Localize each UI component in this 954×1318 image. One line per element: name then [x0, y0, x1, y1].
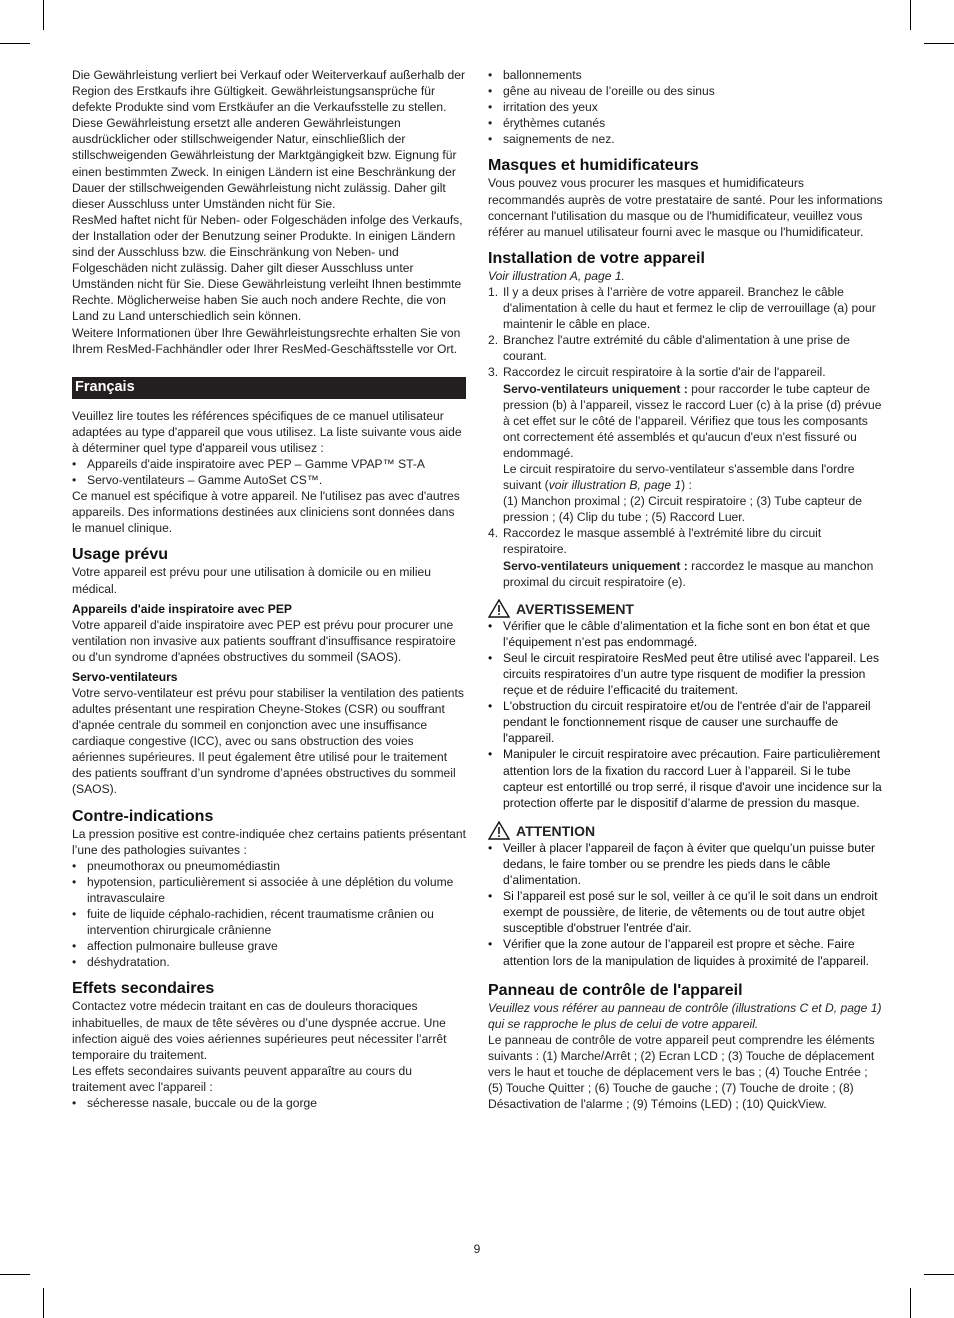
list-item: • affection pulmonaire bulleuse grave	[72, 938, 466, 954]
crop-mark	[0, 43, 30, 44]
section-title-contre: Contre-indications	[72, 807, 214, 825]
contre-text: La pression positive est contre-indiquée chez certains patients présentant l’une des pathologies suivantes :	[72, 826, 466, 857]
right-column	[488, 67, 883, 1112]
list-item: • L'obstruction du circuit respiratoire et/ou de l'entrée d'air de l'appareil pendant le fonctionnement risque de causer une surchauffe de l'appareil.	[488, 698, 883, 746]
step-number: 2.	[488, 333, 499, 348]
subsection-title: Servo-ventilateurs	[72, 669, 178, 684]
step-text-part: ) :	[681, 478, 692, 493]
step-text	[503, 461, 883, 493]
effets-text-1: Contactez votre médecin traitant en cas de douleurs thoraciques inhabituelles, de maux de tête sévères ou d’une dyspnée accrue. Une infection aiguë des voies aériennes supérieures peut nécessiter l’arrêt temporaire du traitement.	[72, 999, 447, 1062]
usage-text: Votre appareil est prévu pour une utilisation à domicile ou en milieu médical.	[72, 565, 431, 596]
usage-sub2-text: Votre servo-ventilateur est prévu pour stabiliser la ventilation des patients adultes présentant une respiration Cheyne-Stokes (CSR) ou souffrant d'apnée centrale du sommeil en conjonction avec une insuffisance cardiaque congestive (ICC), avec ou sans obstruction des voies aériennes supérieures. Il peut également être utilisé pour le traitement des patients souffrant d’un syndrome d’apnées obstructives du sommeil (SAOS).	[72, 685, 464, 797]
crop-mark	[43, 1288, 44, 1318]
crop-mark	[910, 0, 911, 30]
list-item: • ballonnements	[488, 67, 883, 83]
list-item	[488, 284, 883, 332]
list-item: • sécheresse nasale, buccale ou de la gorge	[72, 1095, 466, 1111]
step-text: Raccordez le masque assemblé à l'extrémité libre du circuit respiratoire.	[503, 526, 822, 557]
step-text: Il y a deux prises à l’arrière de votre appareil. Branchez le câble d'alimentation à celle du haut et fermez le clip de verrouillage (a) pour maintenir le câble en place.	[503, 284, 876, 332]
installation-steps	[488, 284, 883, 590]
list-item: • Vérifier que le câble d’alimentation et la fiche sont en bon état et que l’équipement n’est pas endommagé.	[488, 618, 883, 650]
device-type-list	[72, 456, 466, 488]
caution-list	[488, 840, 883, 969]
installation-see: Voir illustration A, page 1.	[488, 268, 625, 283]
illustration-ref: voir illustration B, page 1	[548, 478, 682, 493]
list-item: • Manipuler le circuit respiratoire avec précaution. Faire particulièrement attention lors de la fixation du raccord Luer à l’appareil. Si le tube capteur est entortillé ou trop serré, il risque d'avoir une incidence sur la protection offerte par le dispositif d’alarme de pression du masque.	[488, 746, 883, 810]
crop-mark	[0, 1274, 30, 1275]
german-paragraph: Weitere Informationen über Ihre Gewährleistungsrechte erhalten Sie von Ihrem ResMed-Fachhändler oder Ihrer ResMed-Geschäftsstelle vor Ort.	[72, 325, 461, 356]
list-item: • Si l’appareil est posé sur le sol, veiller à ce qu’il le soit dans un endroit exempt de poussière, de literie, de vêtements ou de tout autre objet susceptible d'obstruer l'entrée d'air.	[488, 888, 883, 936]
warning-title: AVERTISSEMENT	[516, 600, 634, 617]
contre-list	[72, 858, 466, 971]
subsection-title: Appareils d'aide inspiratoire avec PEP	[72, 601, 292, 616]
crop-mark	[924, 43, 954, 44]
list-item: • saignements de nez.	[488, 131, 883, 147]
caution-title: ATTENTION	[516, 822, 596, 839]
step-text: Raccordez le circuit respiratoire à la sortie d'air de l'appareil.	[503, 365, 826, 380]
german-paragraph: Diese Gewährleistung ersetzt alle anderen Gewährleistungen ausdrücklicher oder stillschweigender Natur, einschließlich der stillschweigenden Gewährleistung der Marktgängigkeit bzw. Eignung für einen bestimmten Zweck. In einigen Ländern ist eine Beschränkung der Dauer der stillschweigenden Gewährleistung nicht zulässig. Daher gilt dieser Ausschluss unter Umständen nicht für Sie.	[72, 116, 457, 211]
section-title-effets: Effets secondaires	[72, 980, 215, 998]
step-text: (1) Manchon proximal ; (2) Circuit respiratoire ; (3) Tube capteur de pression ; (4) Clip du tube ; (5) Raccord Luer.	[503, 494, 862, 525]
step-number: 4.	[488, 526, 499, 541]
german-paragraph: Die Gewährleistung verliert bei Verkauf oder Weiterverkauf außerhalb der Region des Erstkaufs ihre Gültigkeit. Gewährleistungsansprüche für defekte Produkte sind vom Erstkäufer an die Verkaufsstelle zu stellen.	[72, 68, 466, 115]
warning-heading	[488, 599, 883, 618]
masques-text: Vous pouvez vous procurer les masques et humidificateurs recommandés auprès de votre prestataire de santé. Pour les informations concernant l'utilisation du masque ou de l'humidificateur, veuillez vous référer au manuel utilisateur fourni avec le masque ou l'humidificateur.	[488, 176, 883, 239]
section-title-usage: Usage prévu	[72, 546, 169, 564]
list-item: • Servo-ventilateurs – Gamme AutoSet CS™.	[72, 472, 466, 488]
step-number: 3.	[488, 365, 499, 380]
list-item	[488, 525, 883, 589]
page-number: 9	[473, 1242, 481, 1256]
step-number: 1.	[488, 284, 499, 299]
list-item: • fuite de liquide céphalo-rachidien, récent traumatisme crânien ou intervention chirurgicale crânienne	[72, 906, 466, 938]
effets-list-left	[72, 1095, 466, 1111]
effets-list-right	[488, 67, 883, 147]
list-item: • Appareils d'aide inspiratoire avec PEP – Gamme VPAP™ ST-A	[72, 456, 466, 472]
step-text: Branchez l'autre extrémité du câble d'alimentation à une prise de courant.	[503, 333, 850, 364]
warning-triangle-icon	[488, 821, 510, 840]
crop-mark	[43, 0, 44, 30]
section-title-masques: Masques et humidificateurs	[488, 157, 699, 175]
step-text-part: Le circuit respiratoire du servo-ventilateur s'assemble dans l'ordre suivant (	[503, 461, 855, 493]
warning-triangle-icon	[488, 599, 510, 618]
list-item: • Seul le circuit respiratoire ResMed peut être utilisé avec l'appareil. Les circuits respiratoires d’un autre type risquent de modifier la pression reçue et de réduire l’efficacité du traitement.	[488, 650, 883, 698]
list-item	[488, 364, 883, 525]
section-title-installation: Installation de votre appareil	[488, 249, 705, 267]
step-text-cont: pour raccorder le tube capteur de pression (b) à l’appareil, vissez le raccord Luer (c) à la prise (d) prévue à cet effet sur le côté de l’appareil. Vérifiez que tous les composants ont correctement été assemblés et qu'aucun d'eux n'est fissuré ou endommagé.	[503, 381, 882, 460]
usage-sub1-text: Votre appareil d'aide inspiratoire avec PEP est prévu pour procurer une ventilation non invasive aux patients souffrant d'insuffisance respiratoire ou d'un syndrome d'apnées obstructives du sommeil (SAOS).	[72, 617, 456, 664]
bold-label: Servo-ventilateurs uniquement :	[503, 381, 688, 396]
intro-text-2: Ce manuel est spécifique à votre appareil. Ne l'utilisez pas avec d'autres appareils. Des informations destinées aux cliniciens sont données dans le manuel clinique.	[72, 489, 460, 536]
panneau-see: Veuillez vous référer au panneau de contrôle (illustrations C et D, page 1) qui se rapproche le plus de celui de votre appareil.	[488, 1000, 882, 1031]
caution-heading	[488, 821, 883, 840]
list-item: • déshydratation.	[72, 954, 466, 970]
list-item: • érythèmes cutanés	[488, 115, 883, 131]
language-label: Français	[75, 378, 135, 395]
intro-text: Veuillez lire toutes les références spécifiques de ce manuel utilisateur adaptées au type d'appareil que vous utilisez. La liste suivante vous aide à déterminer quel type d'appareil vous utilisez :	[72, 408, 462, 455]
list-item: • pneumothorax ou pneumomédiastin	[72, 858, 466, 874]
bold-label: Servo-ventilateurs uniquement :	[503, 558, 688, 573]
list-item: • Vérifier que la zone autour de l’appareil est propre et sèche. Faire attention lors de la manipulation de liquides à proximité de l'appareil.	[488, 936, 883, 968]
list-item: • Veiller à placer l'appareil de façon à éviter que quelqu’un puisse buter dedans, le faire tomber ou se prendre les pieds dans le câble d’alimentation.	[488, 840, 883, 888]
list-item: • gêne au niveau de l’oreille ou des sinus	[488, 83, 883, 99]
effets-text-2: Les effets secondaires suivants peuvent apparaître au cours du traitement avec l'appareil :	[72, 1063, 412, 1094]
crop-mark	[924, 1274, 954, 1275]
left-column	[72, 67, 466, 1111]
list-item	[488, 332, 883, 364]
list-item: • hypotension, particulièrement si associée à une déplétion du volume intravasculaire	[72, 874, 466, 906]
list-item: • irritation des yeux	[488, 99, 883, 115]
crop-mark	[910, 1288, 911, 1318]
warning-list	[488, 618, 883, 811]
step-text-cont: raccordez le masque au manchon proximal du circuit respiratoire (e).	[503, 558, 874, 589]
step-text	[503, 381, 883, 461]
panneau-text: Le panneau de contrôle de votre appareil peut comprendre les éléments suivants : (1) Marche/Arrêt ; (2) Ecran LCD ; (3) Touche de déplacement vers le haut et touche de déplacement vers le bas ; (4) Touche Entrée ; (5) Touche Quitter ; (6) Touche de gauche ; (7) Touche de droite ; (8) Désactivation de l'alarme ; (9) Témoins (LED) ; (10) QuickView.	[488, 1032, 875, 1112]
section-title-panneau: Panneau de contrôle de l'appareil	[488, 981, 743, 999]
german-paragraph: ResMed haftet nicht für Neben- oder Folgeschäden infolge des Verkaufs, der Installation oder der Benutzung seiner Produkte. In einigen Ländern sind der Ausschluss bzw. die Einschränkung von Neben- und Folgeschäden nicht zulässig. Daher gilt dieser Ausschluss unter Umständen nicht für Sie. Diese Gewährleistung verleiht Ihnen bestimmte Rechte. Möglicherweise haben Sie auch noch andere Rechte, die von Land zu Land unterschiedlich sein können.	[72, 212, 463, 324]
step-text	[503, 558, 883, 590]
language-header-bar	[72, 377, 466, 399]
